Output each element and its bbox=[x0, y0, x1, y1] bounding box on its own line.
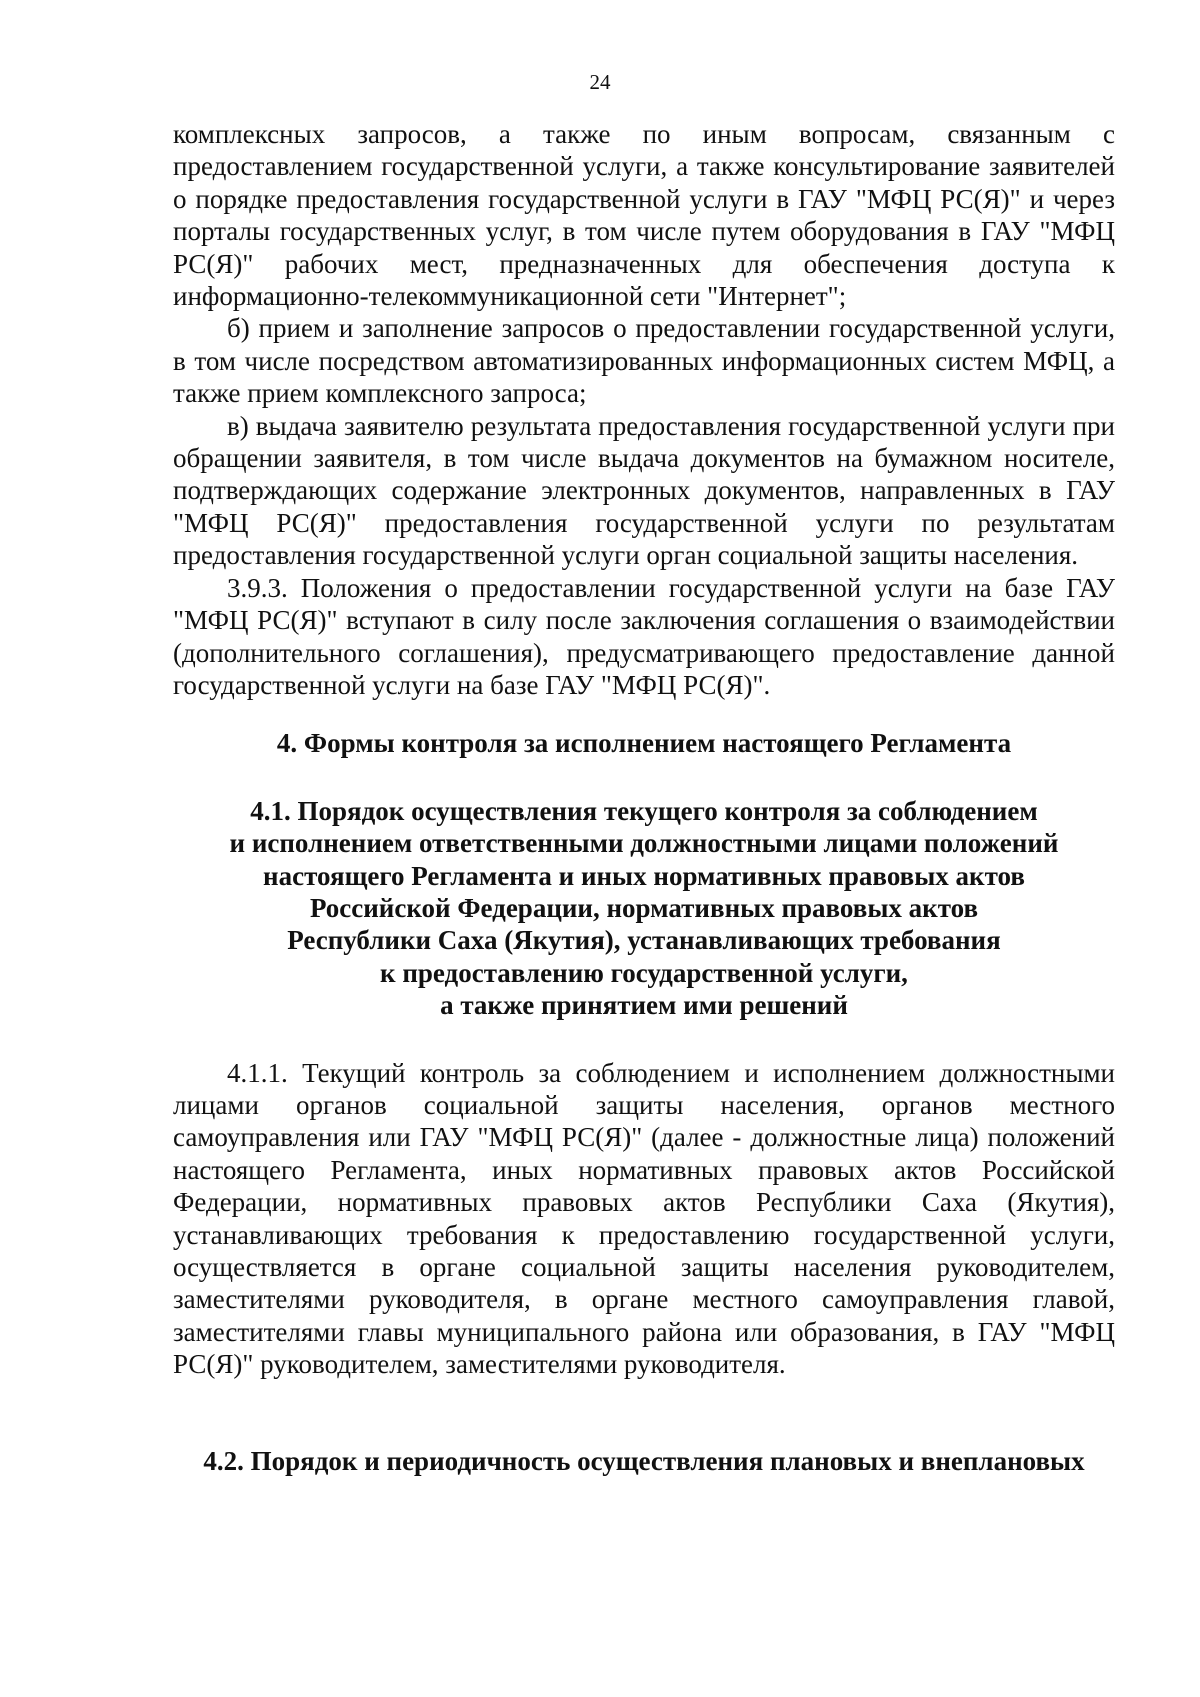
heading-line: настоящего Регламента и иных нормативных правовых актов bbox=[263, 860, 1025, 891]
paragraph-item-v: в) выдача заявителю результата предоставления государственной услуги при обращении заявителя, в том числе выдача документов на бумажном носителе, подтверждающих содержание электронных документов, направленных в ГАУ "МФЦ РС(Я)" предоставления государственной услуги по результатам предоставления государственной услуги орган социальной защиты населения. bbox=[173, 410, 1115, 571]
paragraph-item-b: б) прием и заполнение запросов о предоставлении государственной услуги, в том числе посредством автоматизированных информационных систем МФЦ, а также прием комплексного запроса; bbox=[173, 313, 1115, 409]
document-body bbox=[173, 118, 1115, 1477]
section-4-1-heading bbox=[173, 795, 1115, 1022]
heading-line: 4.1. Порядок осуществления текущего контроля за соблюдением bbox=[250, 795, 1038, 826]
section-4-2-heading: 4.2. Порядок и периодичность осуществления плановых и внеплановых bbox=[203, 1445, 1085, 1476]
paragraph-3-9-3: 3.9.3. Положения о предоставлении государственной услуги на базе ГАУ "МФЦ РС(Я)" вступают в силу после заключения соглашения о взаимодействии (дополнительного соглашения), предусматривающего предоставление данной государственной услуги на базе ГАУ "МФЦ РС(Я)". bbox=[173, 572, 1115, 700]
heading-line: и исполнением ответственными должностными лицами положений bbox=[229, 828, 1059, 859]
page-number: 24 bbox=[589, 70, 611, 94]
heading-line: а также принятием ими решений bbox=[440, 990, 848, 1021]
heading-line: к предоставлению государственной услуги, bbox=[380, 957, 908, 988]
heading-line: Республики Саха (Якутия), устанавливающих требования bbox=[287, 925, 1001, 956]
paragraph-4-1-1: 4.1.1. Текущий контроль за соблюдением и исполнением должностными лицами органов социальной защиты населения, органов местного самоуправления или ГАУ "МФЦ РС(Я)" (далее - должностные лица) положений настоящего Регламента, иных нормативных правовых актов Российской Федерации, нормативных правовых актов Республики Саха (Якутия), устанавливающих требования к предоставлению государственной услуги, осуществляется в органе социальной защиты населения руководителем, заместителями руководителя, в органе местного самоуправления главой, заместителями главы муниципального района или образования, в ГАУ "МФЦ РС(Я)" руководителем, заместителями руководителя. bbox=[173, 1057, 1115, 1380]
heading-line: Российской Федерации, нормативных правовых актов bbox=[309, 892, 979, 923]
section-4-heading: 4. Формы контроля за исполнением настоящего Регламента bbox=[276, 728, 1012, 759]
paragraph-continuation: комплексных запросов, а также по иным вопросам, связанным с предоставлением государственной услуги, а также консультирование заявителей о порядке предоставления государственной услуги в ГАУ "МФЦ РС(Я)" и через порталы государственных услуг, в том числе путем оборудования в ГАУ "МФЦ РС(Я)" рабочих мест, предназначенных для обеспечения доступа к информационно-телекоммуникационной сети "Интернет"; bbox=[173, 119, 1115, 312]
